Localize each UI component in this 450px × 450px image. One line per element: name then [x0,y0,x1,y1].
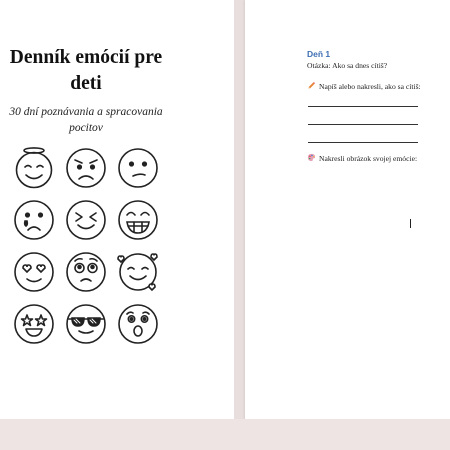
grinning-face-icon [116,198,160,242]
writing-line-2[interactable] [308,124,418,125]
skeptical-face-icon [116,146,160,190]
pleading-face-icon [64,250,108,294]
writing-line-3[interactable] [308,142,418,143]
surprised-face-icon [116,302,160,346]
heart-eyes-face-icon [12,250,56,294]
writing-line-1[interactable] [308,106,418,107]
draw-prompt [307,153,417,163]
star-struck-face-icon [12,302,56,346]
daily-question: Otázka: Ako sa dnes cítiš? [307,61,388,70]
sunglasses-face-icon [64,302,108,346]
journal-title: Denník emócií pre deti [9,47,163,94]
laughing-squint-face-icon [64,198,108,242]
angry-face-icon [64,146,108,190]
smiling-hearts-face-icon [116,250,160,294]
left-page [0,0,234,419]
page-gutter [234,0,245,419]
text-cursor [410,219,411,228]
write-prompt-label: Napíš alebo nakresli, ako sa cítiš: [319,82,421,91]
draw-prompt-label: Nakresli obrázok svojej emócie: [319,154,418,163]
journal-subtitle: 30 dní poznávania a spracovania pocitov [9,106,163,134]
angel-face-icon [12,146,56,190]
pencil-icon [307,81,316,90]
workspace-background [0,419,450,450]
sad-tear-face-icon [12,198,56,242]
palette-icon [307,153,316,162]
write-prompt [307,81,421,91]
emoji-grid [12,146,160,346]
day-title: Deň 1 [307,49,331,59]
